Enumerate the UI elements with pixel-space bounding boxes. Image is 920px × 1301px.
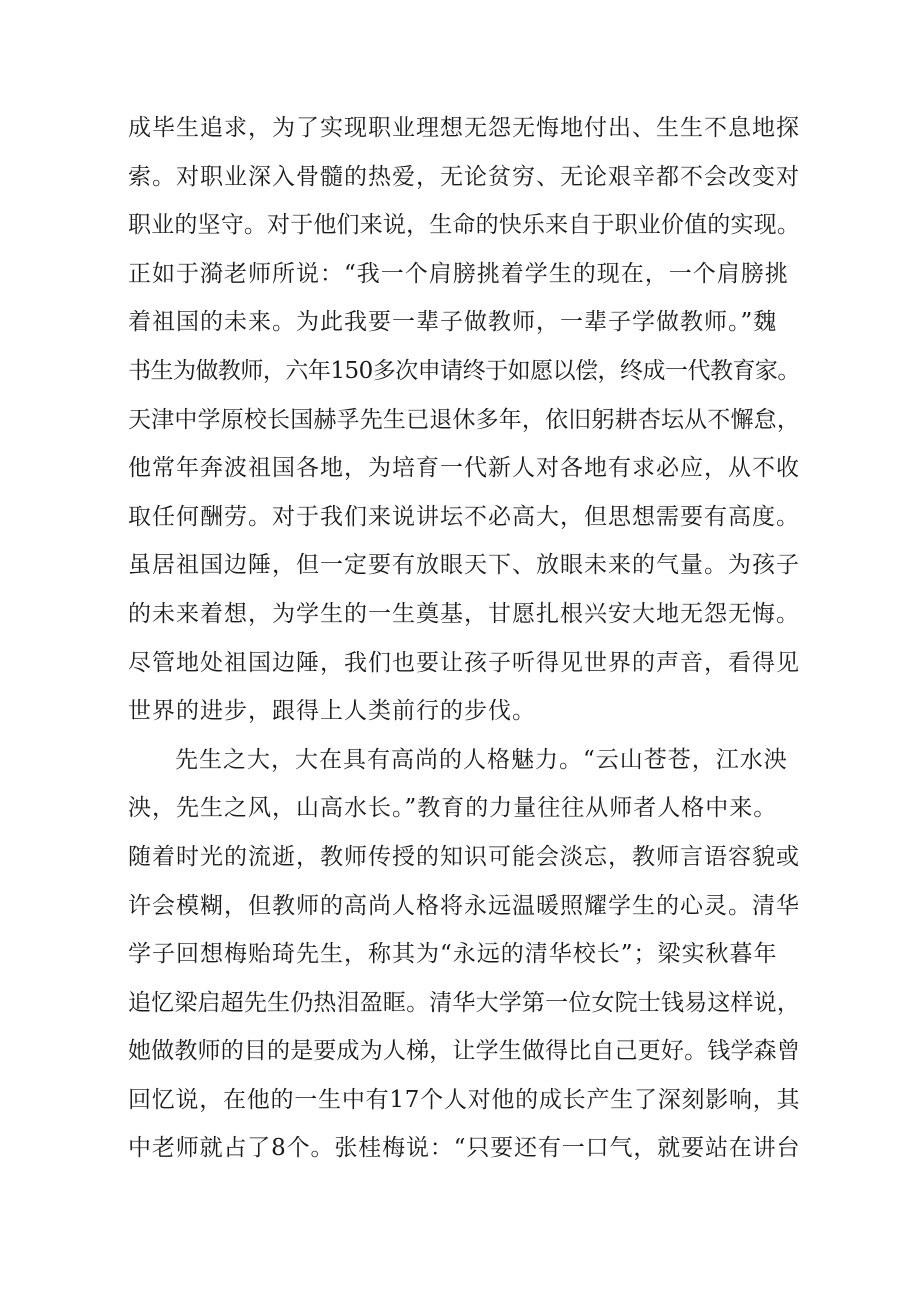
text-line: 天津中学原校长国赫孚先生已退休多年，依旧躬耕杏坛从不懈怠，: [128, 406, 800, 433]
text-line: 他常年奔波祖国各地，为培育一代新人对各地有求必应，从不收: [128, 455, 800, 482]
text-line: 世界的进步，跟得上人类前行的步伐。: [128, 698, 536, 725]
text-line: 的未来着想，为学生的一生奠基，甘愿扎根兴安大地无怨无悔。: [128, 600, 800, 627]
text-line: 取任何酬劳。对于我们来说讲坛不必高大，但思想需要有高度。: [128, 503, 800, 530]
text-line: 先生之大，大在具有高尚的人格魅力。“云山苍苍，江水泱: [175, 746, 788, 773]
text-line: 回忆说，在他的一生中有17个人对他的成长产生了深刻影响，其: [128, 1086, 801, 1113]
text-line: 职业的坚守。对于他们来说，生命的快乐来自于职业价值的实现。: [128, 212, 800, 239]
text-line: 中老师就占了8个。张桂梅说：“只要还有一口气，就要站在讲台: [128, 1135, 801, 1162]
text-line: 随着时光的流逝，教师传授的知识可能会淡忘，教师言语容貌或: [128, 843, 800, 870]
text-line: 追忆梁启超先生仍热泪盈眶。清华大学第一位女院士钱易这样说，: [128, 989, 800, 1016]
text-line: 索。对职业深入骨髓的热爱，无论贫穷、无论艰辛都不会改变对: [128, 163, 800, 190]
text-line: 许会模糊，但教师的高尚人格将永远温暖照耀学生的心灵。清华: [128, 892, 800, 919]
text-line: 学子回想梅贻琦先生，称其为“永远的清华校长”；梁实秋暮年: [128, 941, 778, 968]
body-text: [128, 104, 800, 1173]
text-line: 泱，先生之风，山高水长。”教育的力量往往从师者人格中来。: [128, 795, 778, 822]
text-line: 着祖国的未来。为此我要一辈子做教师，一辈子学做教师。”魏: [128, 309, 778, 336]
text-line: 正如于漪老师所说：“我一个肩膀挑着学生的现在，一个肩膀挑: [128, 260, 789, 287]
text-line: 虽居祖国边陲，但一定要有放眼天下、放眼未来的气量。为孩子: [128, 552, 800, 579]
paragraph-1: [128, 104, 800, 736]
text-line: 尽管地处祖国边陲，我们也要让孩子听得见世界的声音，看得见: [128, 649, 800, 676]
text-line: 她做教师的目的是要成为人梯，让学生做得比自己更好。钱学森曾: [128, 1038, 800, 1065]
text-line: 书生为做教师，六年150多次申请终于如愿以偿，终成一代教育家。: [128, 357, 800, 384]
paragraph-2: [128, 736, 800, 1173]
text-line: 成毕生追求，为了实现职业理想无怨无悔地付出、生生不息地探: [128, 115, 800, 141]
